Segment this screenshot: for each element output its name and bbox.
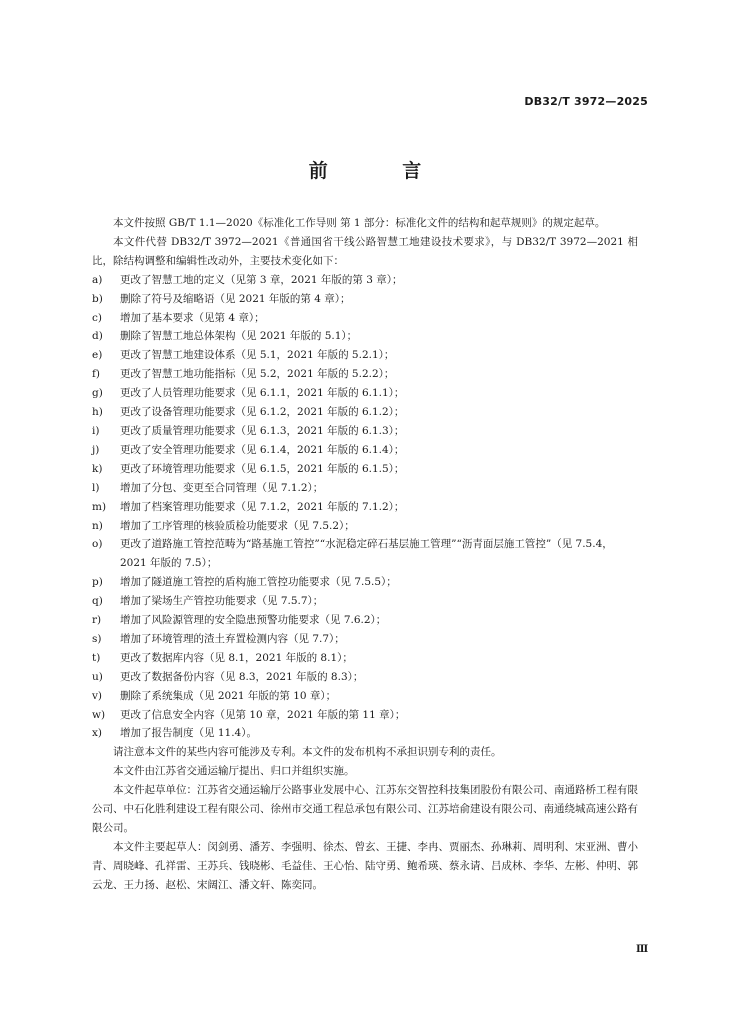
list-item — [92, 535, 638, 573]
list-marker: c) — [92, 311, 102, 324]
list-item-text: 增加了报告制度（见 11.4）。 — [120, 727, 257, 740]
list-item-text: 增加了环境管理的渣土弃置检测内容（见 7.7）； — [120, 632, 345, 645]
list-marker: t) — [92, 651, 101, 664]
list-marker: l) — [92, 481, 100, 494]
drafting-units: 本文件起草单位：江苏省交通运输厅公路事业发展中心、江苏东交智控科技集团股份有限公司、南通路桥工程有限公司、中石化胜利建设工程有限公司、徐州市交通工程总承包有限公司、江苏培俞建设有限公司、南通绕城高速公路有限公司。 — [92, 784, 638, 834]
list-marker: b) — [92, 292, 103, 305]
list-item-text: 增加了分包、变更至合同管理（见 7.1.2）； — [120, 481, 324, 494]
patent-notice: 请注意本文件的某些内容可能涉及专利。本文件的发布机构不承担识别专利的责任。 — [113, 746, 502, 759]
list-marker: v) — [92, 689, 103, 702]
list-marker: k) — [92, 462, 103, 475]
list-item — [92, 649, 638, 668]
list-item-text: 增加了档案管理功能要求（见 7.1.2，2021 年版的 7.1.2）； — [120, 500, 405, 513]
list-marker: d) — [92, 330, 103, 343]
list-marker: r) — [92, 614, 102, 627]
list-item-text: 更改了人员管理功能要求（见 6.1.1，2021 年版的 6.1.1）； — [120, 387, 405, 400]
list-marker: s) — [92, 632, 102, 645]
list-item — [92, 346, 638, 365]
list-item — [92, 460, 638, 479]
list-item-text: 增加了基本要求（见第 4 章）； — [120, 311, 265, 324]
list-marker: o) — [92, 538, 103, 551]
list-item — [92, 706, 638, 725]
list-item-text: 更改了道路施工管控范畴为“路基施工管控”“水泥稳定碎石基层施工管理”“沥青面层施工管控”（见 7.5.4，2021 年版的 7.5）； — [120, 538, 613, 570]
intro-paragraph: 本文件代替 DB32/T 3972—2021《普通国省干线公路智慧工地建设技术要求》，与 DB32/T 3972—2021 相比，除结构调整和编辑性改动外，主要技术变化如下： — [92, 235, 638, 267]
list-item-text: 删除了系统集成（见 2021 年版的第 10 章）； — [120, 689, 337, 702]
list-item-text: 更改了智慧工地功能指标（见 5.2，2021 年版的 5.2.2）； — [120, 368, 395, 381]
list-item — [92, 668, 638, 687]
list-item — [92, 687, 638, 706]
list-item-text: 增加了工序管理的核验质检功能要求（见 7.5.2）； — [120, 519, 355, 532]
list-marker: e) — [92, 349, 103, 362]
list-marker: p) — [92, 576, 103, 589]
page-number: Ⅲ — [636, 944, 649, 955]
main-drafters: 本文件主要起草人：闵剑勇、潘芳、李强明、徐杰、曾玄、王捷、李冉、贾丽杰、孙琳莉、周明利、宋亚洲、曹小青、周晓峰、孔祥雷、王苏兵、钱晓彬、毛益佳、王心怡、陆守勇、鲍希瑛、蔡永请、吕成林、李华、左彬、仲明、郭云龙、王力扬、赵松、宋阔江、潘文轩、陈奕同。 — [92, 840, 638, 891]
list-item — [92, 309, 638, 328]
list-item — [92, 611, 638, 630]
list-item-text: 删除了智慧工地总体架构（见 2021 年版的 5.1）； — [120, 330, 358, 343]
list-marker: a) — [92, 273, 103, 286]
list-item — [92, 384, 638, 403]
list-item — [92, 724, 638, 743]
list-marker: q) — [92, 595, 103, 608]
list-marker: m) — [92, 500, 107, 513]
list-marker: w) — [92, 708, 106, 721]
list-item — [92, 403, 638, 422]
page-title: 前 言 — [308, 160, 456, 182]
list-item-text: 删除了符号及缩略语（见 2021 年版的第 4 章）； — [120, 292, 351, 305]
list-item-text: 增加了隧道施工管控的盾构施工管控功能要求（见 7.5.5）； — [120, 576, 397, 589]
list-marker: n) — [92, 519, 103, 532]
changes-list — [92, 271, 638, 744]
list-item-text: 更改了环境管理功能要求（见 6.1.5，2021 年版的 6.1.5）； — [120, 462, 405, 475]
list-marker: i) — [92, 424, 100, 437]
list-item — [92, 441, 638, 460]
list-item-text: 更改了信息安全内容（见第 10 章，2021 年版的第 11 章）； — [120, 708, 406, 721]
foreword-body — [92, 214, 638, 895]
list-item — [92, 422, 638, 441]
list-marker: h) — [92, 406, 103, 419]
list-item-text: 更改了设备管理功能要求（见 6.1.2，2021 年版的 6.1.2）； — [120, 406, 405, 419]
intro-paragraph: 本文件按照 GB/T 1.1—2020《标准化工作导则 第 1 部分：标准化文件的结构和起草规则》的规定起草。 — [113, 217, 606, 229]
list-item-text: 更改了数据备份内容（见 8.3，2021 年版的 8.3）； — [120, 670, 364, 683]
list-item — [92, 573, 638, 592]
list-item — [92, 327, 638, 346]
list-marker: u) — [92, 670, 103, 683]
list-marker: x) — [92, 727, 103, 740]
list-item — [92, 498, 638, 517]
list-item — [92, 479, 638, 498]
list-item — [92, 290, 638, 309]
list-item-text: 增加了风险源管理的安全隐患预警功能要求（见 7.6.2）； — [120, 614, 387, 627]
list-marker: f) — [92, 368, 100, 381]
list-item-text: 更改了智慧工地的定义（见第 3 章，2021 年版的第 3 章）； — [120, 273, 403, 286]
list-item — [92, 271, 638, 290]
list-item-text: 增加了梁场生产管控功能要求（见 7.5.7）； — [120, 595, 324, 608]
list-item — [92, 630, 638, 649]
list-item-text: 更改了安全管理功能要求（见 6.1.4，2021 年版的 6.1.4）； — [120, 443, 405, 456]
proposer-statement: 本文件由江苏省交通运输厅提出、归口并组织实施。 — [113, 765, 355, 778]
list-item — [92, 517, 638, 536]
list-item — [92, 365, 638, 384]
list-marker: g) — [92, 387, 103, 400]
list-marker: j) — [92, 443, 100, 456]
list-item-text: 更改了智慧工地建设体系（见 5.1，2021 年版的 5.2.1）； — [120, 349, 395, 362]
list-item — [92, 592, 638, 611]
document-code: DB32/T 3972—2025 — [524, 95, 648, 108]
list-item-text: 更改了数据库内容（见 8.1，2021 年版的 8.1）； — [120, 651, 353, 664]
list-item-text: 更改了质量管理功能要求（见 6.1.3，2021 年版的 6.1.3）； — [120, 424, 405, 437]
